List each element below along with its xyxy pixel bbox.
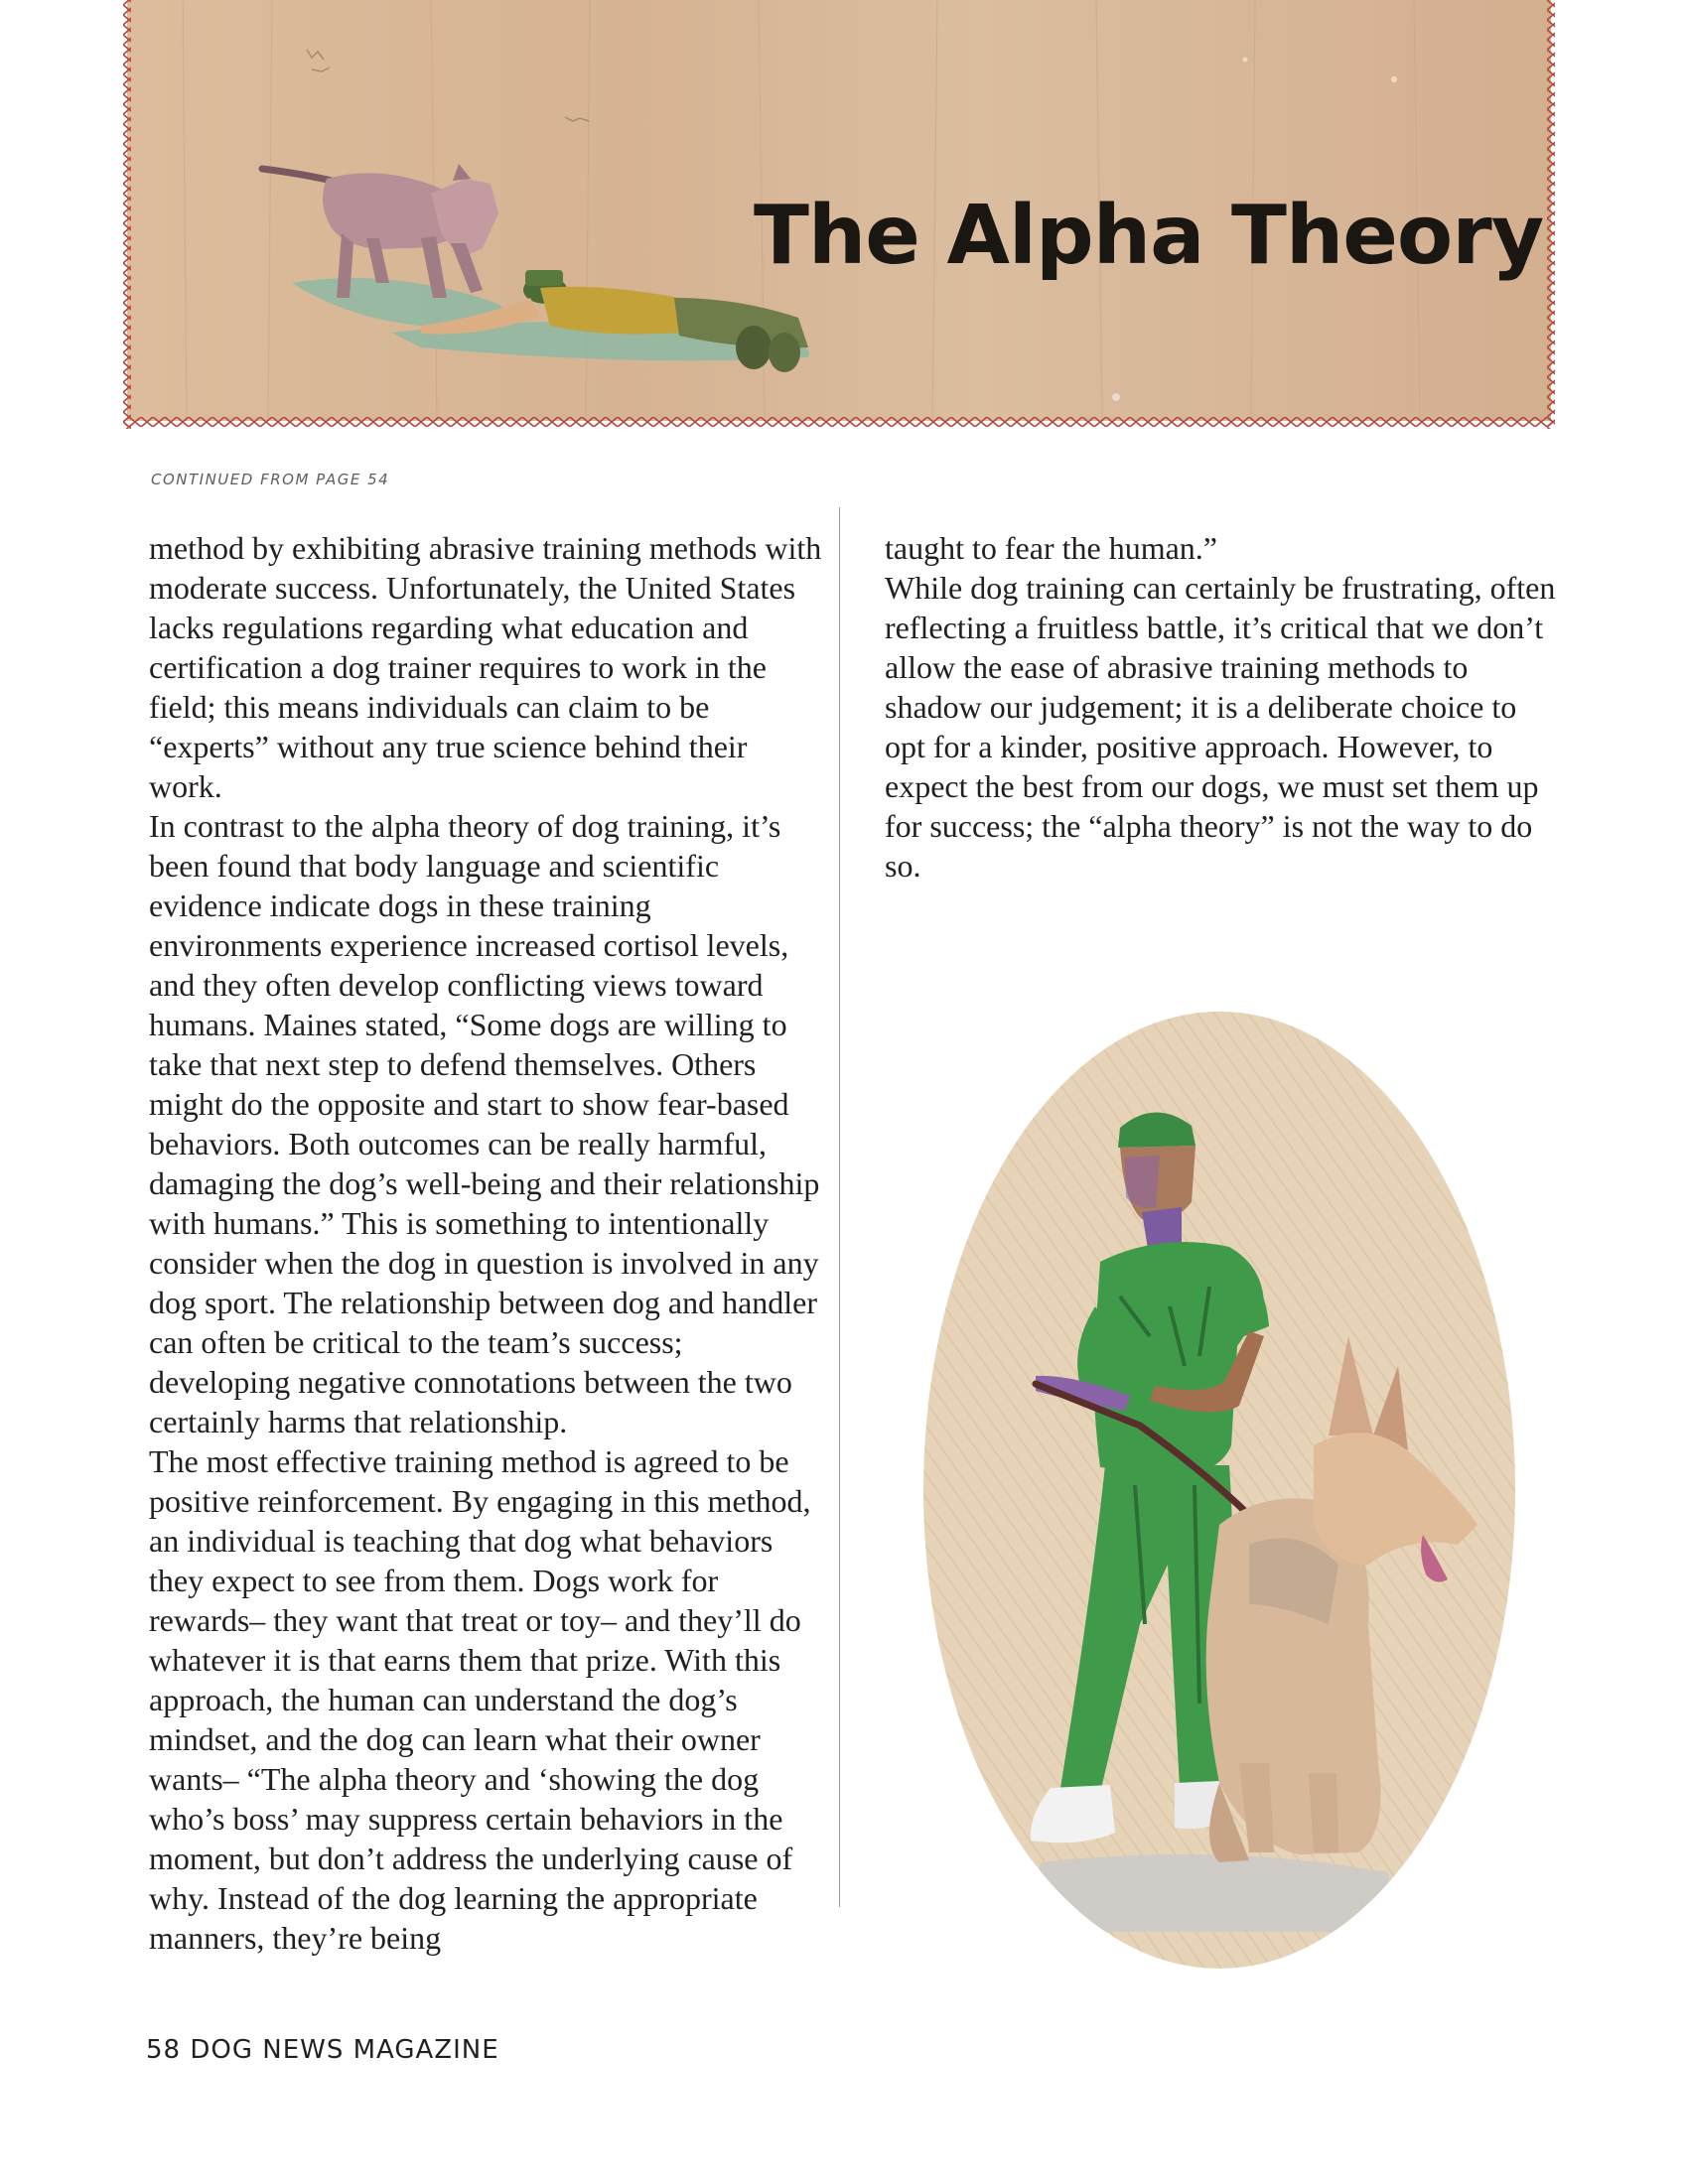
article-title: The Alpha Theory xyxy=(754,189,1544,283)
column-divider xyxy=(839,507,840,1907)
continued-from-label: CONTINUED FROM PAGE 54 xyxy=(151,471,390,488)
paragraph: While dog training can certainly be frustrating, often reflecting a fruitless battle, it’s critical that we don’t allow the ease of abrasive training methods to shadow our judgement; it is a deliberate choice to opt for a kinder, positive approach. However, to expect the best from our dogs, we must set them up for success; the “alpha theory” is not the way to do so. xyxy=(885,570,1556,884)
trainer-and-dog-illustration xyxy=(921,1009,1517,1977)
left-column xyxy=(149,528,824,1958)
paragraph: The most effective training method is agreed to be positive reinforcement. By engaging in this method, an individual is teaching that dog what behaviors they expect to see from them. Dogs work for rewards– they want that treat or toy– and they’ll do whatever it is that earns them that prize. With this approach, the human can understand the dog’s mindset, and the dog can learn what their owner wants– “The alpha theory and ‘showing the dog who’s boss’ may suppress certain behaviors in the moment, but don’t address the underlying cause of why. Instead of the dog learning the appropriate manners, they’re being xyxy=(149,1443,811,1956)
header-banner xyxy=(123,0,1555,429)
right-column xyxy=(885,528,1560,886)
paragraph: In contrast to the alpha theory of dog training, it’s been found that body language and scientific evidence indicate dogs in these training environments experience increased cortisol levels, and they often develop conflicting views toward humans. Maines stated, “Some dogs are willing to take that next step to defend themselves. Others might do the opposite and start to show fear-based behaviors. Both outcomes can be really harmful, damaging the dog’s well-being and their relationship with humans.” This is something to intentionally consider when the dog in question is involved in any dog sport. The relationship between dog and handler can often be critical to the team’s success; developing negative connotations between the two certainly harms that relationship. xyxy=(149,808,820,1439)
page-footer: 58 DOG NEWS MAGAZINE xyxy=(146,2035,499,2065)
paragraph: method by exhibiting abrasive training methods with moderate success. Unfortunately, the United States lacks regulations regarding what education and certification a dog trainer requires to work in the field; this means individuals can claim to be “experts” without any true science behind their work. xyxy=(149,530,822,804)
paragraph: taught to fear the human.” xyxy=(885,530,1217,566)
